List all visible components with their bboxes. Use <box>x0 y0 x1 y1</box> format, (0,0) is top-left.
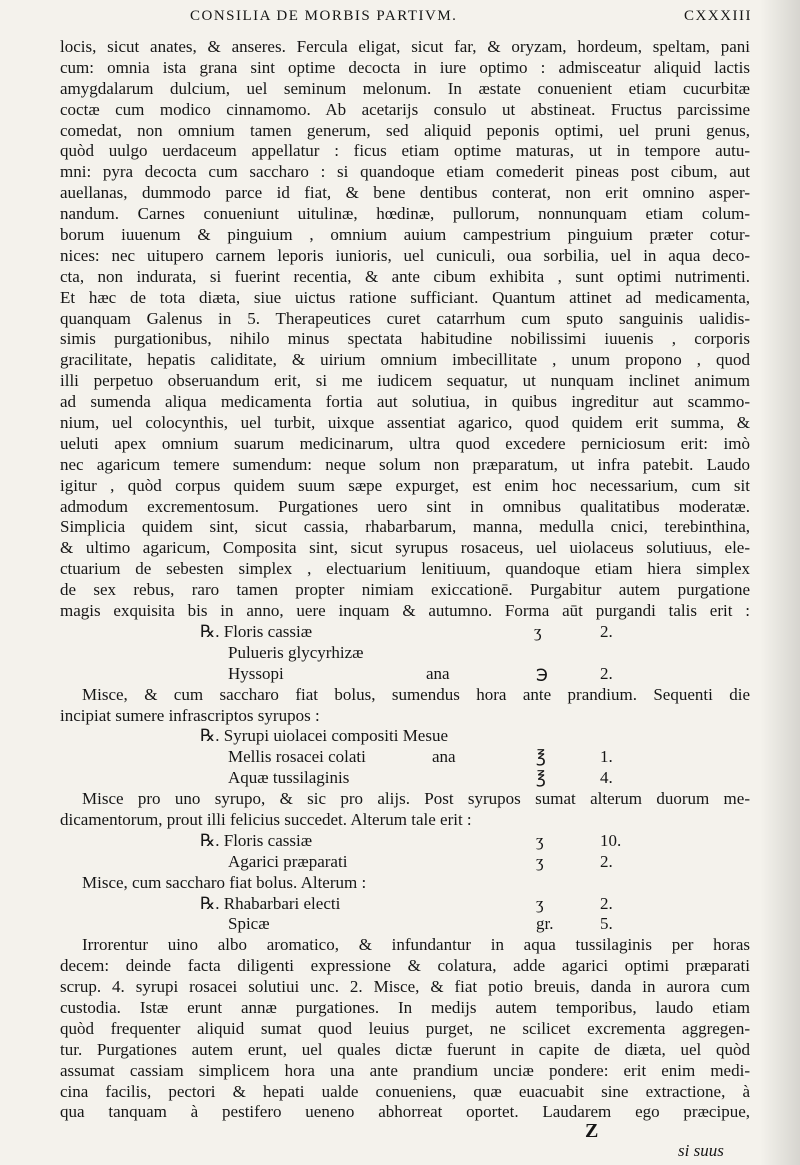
dose-quantity: 10. <box>600 830 622 850</box>
ingredient-name: ℞. Syrupi uiolacei compositi Mesue <box>200 726 449 746</box>
dose-unit: ℈ <box>536 663 548 683</box>
dose-quantity: 2. <box>600 663 613 683</box>
text-line: coctæ cum modico cinnamomo. Ab acetarijs consulo ut abstineat. Fructus parcissime <box>60 99 750 119</box>
text-line: quòd uulgo uerdaceum appellatur : ficus etiam optime maturas, ut in tempore autu- <box>60 141 750 161</box>
text-line: ad sumenda aliqua medicamenta fortia aut solutiua, in quibus ingreditur aut scammo- <box>60 392 750 412</box>
text-line: scrup. 4. syrupi rosacei solutiui unc. 2. Misce, & fiat potio breuis, danda in aurora cum <box>60 977 750 997</box>
text-line: nandum. Carnes conueniunt uitulinæ, hœdinæ, pullorum, nonnunquam etiam colum- <box>60 204 750 224</box>
dose-unit: ʒ <box>534 621 542 641</box>
prescription-line <box>60 664 750 685</box>
dose-quantity: 2. <box>600 893 613 913</box>
text-line: cta, non indurata, si fuerint recentia, & ante cibum exhibita , sunt optimi nutrimenti. <box>60 266 750 286</box>
dose-quantity: 5. <box>600 914 613 934</box>
text-line: admodum excrementosum. Purgationes uero sint in omnibus qualitatibus moderatæ. <box>60 496 750 516</box>
dose-quantity: 1. <box>600 747 613 767</box>
signature-mark: Z <box>585 1120 599 1142</box>
folio-number: CXXXIII <box>684 8 752 24</box>
text-line: ctuarium de sebesten simplex , electuarium lenitiuum, quandoque etiam hiera simplex <box>60 559 750 579</box>
text-line: nices: nec uitupero carnem leporis iunioris, uel cuniculi, oua sorbilia, uel in aqua deco- <box>60 245 750 265</box>
ingredient-name: Aquæ tussilaginis <box>228 768 350 788</box>
text-line: & ultimo agaricum, Composita sint, sicut syrupus rosaceus, uel uiolaceus solutiuus, ele- <box>60 538 750 558</box>
text-body <box>60 37 750 1123</box>
ingredient-name: Spicæ <box>228 914 270 934</box>
catchword: si suus <box>678 1141 724 1160</box>
ingredient-name: Mellis rosacei colati <box>228 747 366 767</box>
text-line: magis exquisita bis in anno, uere inquam & autumno. Forma aūt purgandi talis erit : <box>60 601 750 621</box>
ingredient-name: Agarici præparati <box>228 851 348 871</box>
text-line: cum: omnia ista grana sint optime decocta in iure optimo : admisceatur aliquid lactis <box>60 57 750 77</box>
text-line: borum iuuenum & pinguium , omnium auium campestrium pinguium præter cotur- <box>60 225 750 245</box>
text-line: ueluti apex omnium suarum medicinarum, ultra quod excedere perniciosum erit: imò <box>60 433 750 453</box>
text-line: igitur , quòd corpus quidem suum sæpe expurget, est enim hoc necessarium, cum sit <box>60 475 750 495</box>
text-line: illi perpetuo obseruandum erit, si me iudicem sequatur, ut nunquam inclinet animum <box>60 371 750 391</box>
text-line: auellanas, dummodo parce id fiat, & bene dentibus conterat, non erit omnino asper- <box>60 183 750 203</box>
page-header <box>60 8 752 30</box>
text-line: nec agaricum temere sumendum: neque solum non præparatum, ut infra patebit. Laudo <box>60 454 750 474</box>
text-line: custodia. Istæ erunt annæ purgationes. In medijs autem temporibus, laudo etiam <box>60 997 750 1017</box>
ana-word: ana <box>426 663 450 683</box>
running-head: CONSILIA DE MORBIS PARTIVM. <box>190 8 458 24</box>
text-line: quòd frequenter aliquid sumat quod leuius purget, ne scilicet excrementa aggregen- <box>60 1018 750 1038</box>
text-line: de sex rebus, raro tamen propter nimiam exiccationē. Purgabitur autem purgatione <box>60 580 750 600</box>
text-line: Misce, cum saccharo fiat bolus. Alterum : <box>82 872 367 892</box>
text-line: nium, uel colocynthis, uel turbit, uixque assentiat agarico, quod quidem erit summa, & <box>60 413 750 433</box>
text-line: Irrorentur uino albo aromatico, & infundantur in aqua tussilaginis per horas <box>82 935 750 955</box>
prescription-line <box>60 726 750 747</box>
prescription-line <box>60 622 750 643</box>
text-line: decem: deinde facta diligenti expressione & colatura, adde agarici optimi præparati <box>60 956 750 976</box>
text-line: qua tanquam à pestifero ueneno abhorreat oportet. Laudarem ego præcipue, <box>60 1102 750 1122</box>
text-line: quanquam Galenus in 5. Therapeutices curet catarrhum cum sputo sanguinis ualidis- <box>60 308 750 328</box>
dose-unit: gr. <box>536 914 554 934</box>
text-line: assumat cassiam simplicem hora una ante prandium unciæ pondere: erit enim medi- <box>60 1060 750 1080</box>
prescription-line <box>60 894 750 915</box>
dose-quantity: 2. <box>600 851 613 871</box>
ingredient-name: ℞. Rhabarbari electi <box>200 893 341 913</box>
text-line: incipiat sumere infrascriptos syrupos : <box>60 705 320 725</box>
text-line: mni: pyra decocta cum saccharo : si quandoque etiam comederit pineas post cibum, aut <box>60 162 750 182</box>
ingredient-name: ℞. Floris cassiæ <box>200 621 313 641</box>
text-line: comedat, non omnium tamen generum, sed aliquid peponis optimi, uel pruni genus, <box>60 120 750 140</box>
text-line: Misce pro uno syrupo, & sic pro alijs. Post syrupos sumat alterum duorum me- <box>82 789 750 809</box>
dose-unit: ʒ <box>536 893 544 913</box>
text-line: gracilitate, hepatis caliditate, & uirium omnium imbecillitate , unum propono , quod <box>60 350 750 370</box>
text-line: Simplicia quidem sint, sicut cassia, rhabarbarum, manna, medulla cnici, terebinthina, <box>60 517 750 537</box>
dose-unit: ℥ <box>536 768 546 788</box>
text-line: amygdalarum dulcium, uel seminum melonum. In æstate conuenient etiam cucurbitæ <box>60 78 750 98</box>
dose-unit: ʒ <box>536 830 544 850</box>
ingredient-name: Hyssopi <box>228 663 284 683</box>
dose-quantity: 4. <box>600 768 613 788</box>
text-line: dicamentorum, prout illi felicius succedet. Alterum tale erit : <box>60 809 472 829</box>
facing-page-shadow <box>760 0 800 1165</box>
text-line: Et hæc de tota diæta, siue uictus ratione sufficiant. Quantum attinet ad medicamenta, <box>60 287 750 307</box>
prescription-line <box>60 747 750 768</box>
ingredient-name: ℞. Floris cassiæ <box>200 830 313 850</box>
prescription-line <box>60 768 750 789</box>
ingredient-name: Pulueris glycyrhizæ <box>228 642 364 662</box>
text-line: Misce, & cum saccharo fiat bolus, sumendus hora ante prandium. Sequenti die <box>82 684 750 704</box>
dose-unit: ℥ <box>536 747 546 767</box>
text-line: cina facilis, pectori & hepati ualde conueniens, quæ euacuabit sine extractione, à <box>60 1081 750 1101</box>
prescription-line <box>60 914 750 935</box>
ana-word: ana <box>432 747 456 767</box>
text-line: tur. Purgationes autem erunt, uel quales dictæ fuerunt in capite de diæta, uel quòd <box>60 1039 750 1059</box>
text-line: simis purgationibus, nihilo minus spectata habitudine nobilissimi iuuenis , corporis <box>60 329 750 349</box>
text-line: locis, sicut anates, & anseres. Fercula eligat, sicut far, & oryzam, hordeum, speltam, pani <box>60 37 750 56</box>
prescription-line <box>60 852 750 873</box>
dose-quantity: 2. <box>600 621 613 641</box>
dose-unit: ʒ <box>536 851 544 871</box>
prescription-line <box>60 643 750 664</box>
prescription-line <box>60 831 750 852</box>
